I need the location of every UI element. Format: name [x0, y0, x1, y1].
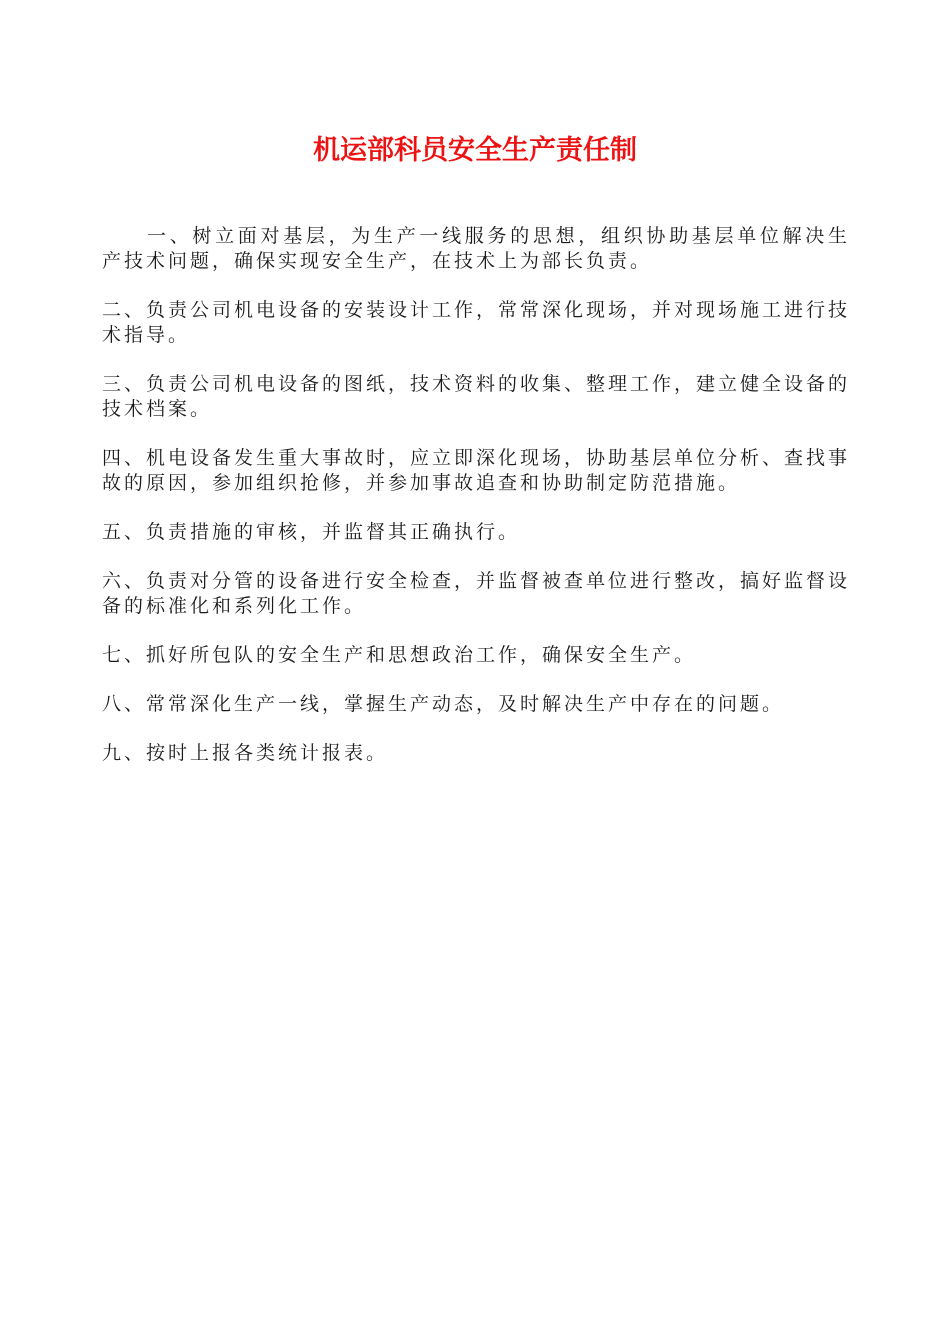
paragraph-7: 七、抓好所包队的安全生产和思想政治工作，确保安全生产。 [102, 644, 697, 666]
paragraph-3: 三、负责公司机电设备的图纸，技术资料的收集、整理工作，建立健全设备的技术档案。 [102, 373, 851, 420]
paragraph-2: 二、负责公司机电设备的安装设计工作，常常深化现场，并对现场施工进行技术指导。 [102, 299, 851, 346]
paragraph-1: 一、树立面对基层，为生产一线服务的思想，组织协助基层单位解决生产技术问题，确保实现安全生产，在技术上为部长负责。 [102, 225, 850, 272]
paragraph-6: 六、负责对分管的设备进行安全检查，并监督被查单位进行整改，搞好监督设备的标准化和系列化工作。 [102, 570, 851, 617]
paragraph-8: 八、常常深化生产一线，掌握生产动态，及时解决生产中存在的问题。 [102, 693, 785, 715]
paragraph-5: 五、负责措施的审核，并监督其正确执行。 [102, 521, 521, 543]
document-body [102, 224, 850, 790]
paragraph-9: 九、按时上报各类统计报表。 [102, 742, 389, 764]
document-title: 机运部科员安全生产责任制 [313, 135, 637, 166]
paragraph-4: 四、机电设备发生重大事故时，应立即深化现场，协助基层单位分析、查找事故的原因，参加组织抢修，并参加事故追查和协助制定防范措施。 [102, 447, 851, 494]
